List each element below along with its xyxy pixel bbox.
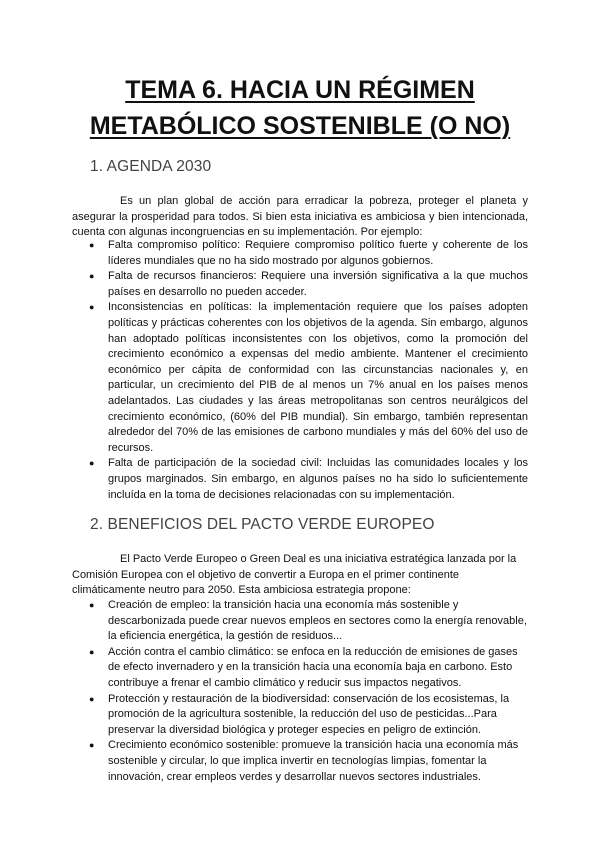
list-item-text: Protección y restauración de la biodiversidad: conservación de los ecosistemas, la promoción de la agricultura sostenible, la reducción del uso de pesticidas...Para preservar la diversidad biológica y proteger especies en peligro de extinción. — [108, 692, 510, 736]
list-item-text: Crecimiento económico sostenible: promueve la transición hacia una economía más sostenible y circular, lo que implica invertir en tecnologías limpias, fomentar la innovación, crear empleos verdes y desarrollar nuevos sectores industriales. — [108, 739, 519, 783]
list-item-text: Acción contra el cambio climático: se enfoca en la reducción de emisiones de gases de efecto invernadero y en la transición hacia una economía baja en carbono. Esto contribuye a frenar el cambio climático y reducir sus impactos negativos. — [108, 645, 518, 689]
bullet-icon: ● — [89, 302, 95, 313]
document-title: TEMA 6. HACIA UN RÉGIMEN METABÓLICO SOSTENIBLE (O NO) — [89, 76, 511, 140]
list-item — [72, 300, 528, 456]
bullet-icon: ● — [89, 240, 95, 250]
bullet-icon: ● — [89, 693, 95, 704]
list-item-text: Inconsistencias en políticas: la implementación requiere que los países adopten políticas y prácticas coherentes con los objetivos de la agenda. Sin embargo, algunos han adoptado políticas inconsistentes con los objetivos, como la promoción del crecimiento económico a expensas del medio ambiente. Mantener el crecimiento económico per cápita de conformidad con las circunstancias nacionales y, en particular, un crecimiento del PIB de al menos un 7% anual en los países menos adelantados. Las ciudades y las áreas metropolitanas son centros neurálgicos del crecimiento económico, (60% del PIB mundial). Sin embargo, también representan alrededor del 70% de las emisiones de carbono mundiales y más del 60% del uso de recursos. — [108, 301, 528, 454]
list-item — [72, 456, 528, 503]
section-intro-pacto-verde — [72, 552, 528, 599]
bullet-icon: ● — [89, 458, 95, 469]
list-item — [72, 645, 528, 692]
list-item — [72, 269, 528, 300]
list-item-text: Falta de participación de la sociedad civil: Incluidas las comunidades locales y los grupos marginados. Sin embargo, en algunos países no ha sido lo suficientemente incluída en la toma de decisiones relacionadas con su implementación. — [108, 457, 528, 501]
intro-text: El Pacto Verde Europeo o Green Deal es una iniciativa estratégica lanzada por la Comisión Europea con el objetivo de convertir a Europa en el primer continente climáticamente neutro para 2050. Esta ambiciosa estrategia propone: — [72, 553, 517, 597]
section-intro-agenda — [72, 194, 528, 241]
list-item — [72, 738, 528, 785]
bullet-list-pacto-verde — [72, 598, 528, 785]
list-item-text: Falta de recursos financieros: Requiere una inversión significativa a la que muchos países en desarrollo no pueden acceder. — [108, 270, 528, 298]
list-item-text: Creación de empleo: la transición hacia una economía más sostenible y descarbonizada puede crear nuevos empleos en sectores como la energía renovable, la eficiencia energética, la gestión de residuos... — [108, 599, 527, 643]
bullet-list-agenda — [72, 238, 528, 503]
intro-text: Es un plan global de acción para erradicar la pobreza, proteger el planeta y asegurar la prosperidad para todos. Si bien esta iniciativa es ambiciosa y bien intencionada, cuenta con algunas incongruencias en su implementación. Por ejemplo: — [72, 195, 528, 239]
list-item — [72, 598, 528, 645]
section-heading-pacto-verde: 2. BENEFICIOS DEL PACTO VERDE EUROPEO — [90, 516, 435, 533]
list-item-text: Falta compromiso político: Requiere compromiso político fuerte y coherente de los líderes mundiales que no ha sido mostrado por algunos gobiernos. — [108, 239, 528, 267]
bullet-icon: ● — [89, 600, 95, 610]
list-item — [72, 692, 528, 739]
list-item — [72, 238, 528, 269]
bullet-icon: ● — [89, 740, 95, 751]
bullet-icon: ● — [89, 271, 95, 282]
section-heading-agenda: 1. AGENDA 2030 — [90, 158, 212, 175]
bullet-icon: ● — [89, 646, 95, 657]
